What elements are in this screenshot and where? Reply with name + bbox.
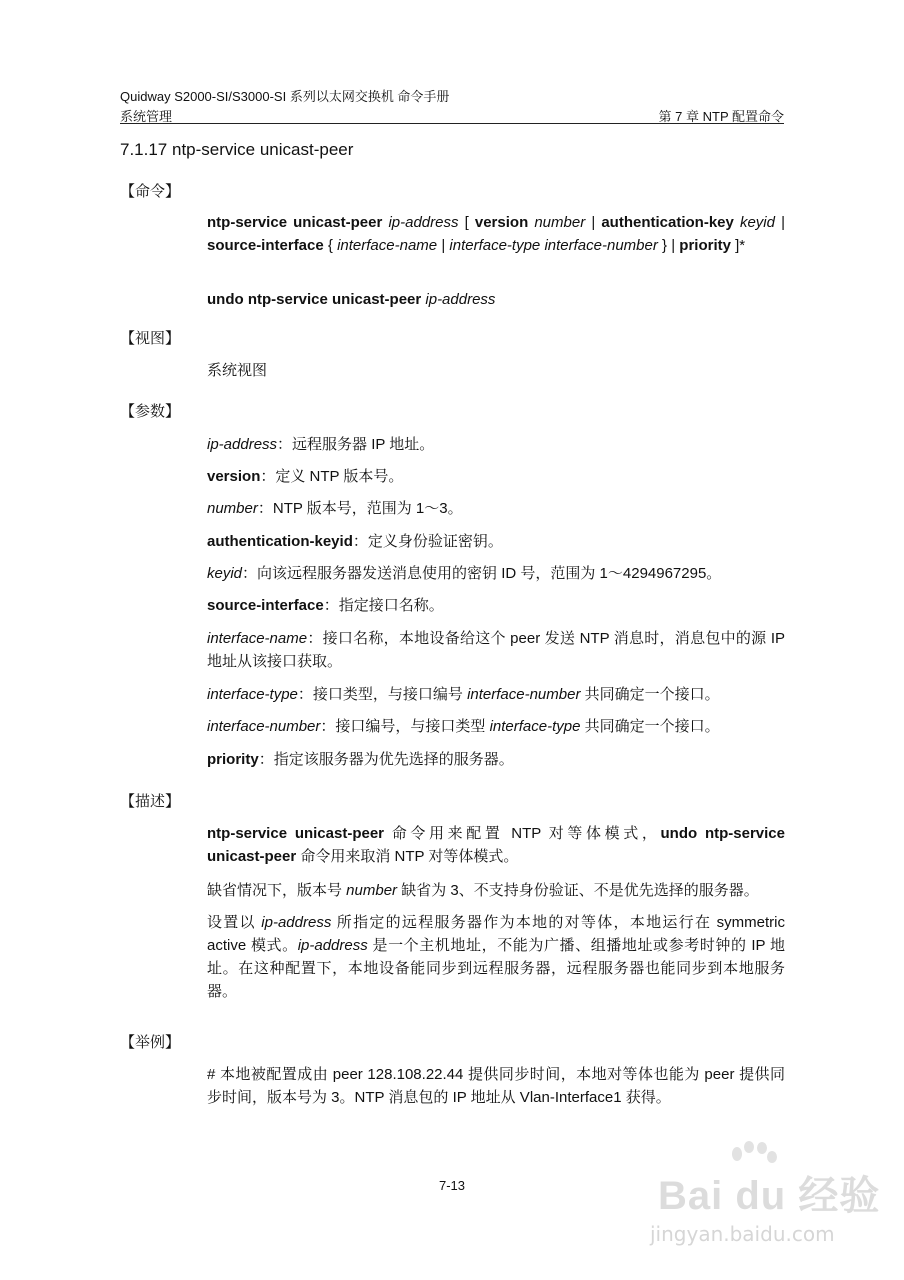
desc-text: 命令用来取消 NTP 对等体模式。 xyxy=(296,848,519,865)
page-number: 7-13 xyxy=(438,1178,466,1193)
desc-paragraph-2 xyxy=(207,879,785,902)
header-section: 系统管理 xyxy=(120,109,173,124)
section-title: 7.1.17 ntp-service unicast-peer xyxy=(120,140,354,159)
param-desc: 共同确定一个接口。 xyxy=(580,718,720,735)
desc-text: 命令用来配置 NTP 对等体模式， xyxy=(384,825,661,842)
param-priority xyxy=(207,748,785,771)
param-ref: interface-number xyxy=(467,686,581,703)
cmd-arg: ip-address xyxy=(388,214,459,231)
section-command-label: 【命令】 xyxy=(120,183,181,200)
param-version xyxy=(207,465,785,488)
param-name: authentication-keyid xyxy=(207,533,353,550)
command-syntax xyxy=(207,211,785,257)
cmd-brace: { xyxy=(327,237,333,254)
param-name: ip-address xyxy=(207,436,278,453)
undo-keyword: undo ntp-service unicast-peer xyxy=(207,291,422,308)
desc-arg: ip-address xyxy=(297,937,368,954)
cmd-pipe: | xyxy=(781,214,786,231)
desc-keyword: undo ntp-service unicast-peer xyxy=(207,825,785,865)
param-ip-address xyxy=(207,433,785,456)
param-name: priority xyxy=(207,751,259,768)
cmd-arg: keyid xyxy=(739,214,775,231)
example-text: # 本地被配置成由 peer 128.108.22.44 提供同步时间，本地对等体也能为 peer 提供同步时间，版本号为 3。NTP 消息包的 IP 地址从 Vlan-Interface1 获得。 xyxy=(207,1066,785,1106)
watermark-brand: Bai du 经验 xyxy=(658,1174,881,1218)
param-name: keyid xyxy=(207,565,243,582)
cmd-pipe: | xyxy=(671,237,676,254)
view-text: 系统视图 xyxy=(207,362,268,379)
desc-arg: ip-address xyxy=(261,914,332,931)
desc-text: 缺省为 3、不支持身份验证、不是优先选择的服务器。 xyxy=(397,882,759,899)
param-name: interface-number xyxy=(207,718,321,735)
param-desc: ：向该远程服务器发送消息使用的密钥 ID 号，范围为 1～4294967295。 xyxy=(242,565,722,582)
cmd-arg: interface-type xyxy=(449,237,541,254)
desc-paragraph-3 xyxy=(207,911,785,1003)
param-ref: interface-type xyxy=(489,718,581,735)
cmd-keyword: version xyxy=(474,214,529,231)
param-name: interface-name xyxy=(207,630,308,647)
cmd-keyword: priority xyxy=(679,237,731,254)
watermark-url: jingyan.baidu.com xyxy=(650,1222,835,1246)
param-name: version xyxy=(207,468,261,485)
param-number xyxy=(207,497,785,520)
cmd-pipe: | xyxy=(441,237,446,254)
cmd-arg: interface-name xyxy=(337,237,438,254)
cmd-arg: number xyxy=(534,214,586,231)
cmd-keyword: authentication-key xyxy=(601,214,734,231)
header-manual-title: Quidway S2000-SI/S3000-SI 系列以太网交换机 命令手册 xyxy=(120,89,450,104)
desc-text: 设置以 xyxy=(207,914,262,931)
param-interface-number xyxy=(207,715,785,738)
undo-command xyxy=(207,288,785,311)
param-desc: ：定义 NTP 版本号。 xyxy=(260,468,404,485)
section-desc-label: 【描述】 xyxy=(120,793,181,810)
cmd-bracket: ]* xyxy=(735,237,746,254)
header-rule xyxy=(120,123,784,124)
param-desc: ：远程服务器 IP 地址。 xyxy=(277,436,435,453)
cmd-arg: interface-number xyxy=(544,237,658,254)
param-name: number xyxy=(207,500,258,517)
param-authentication-keyid xyxy=(207,530,785,553)
param-interface-name xyxy=(207,627,785,673)
desc-text: 缺省情况下，版本号 xyxy=(207,882,347,899)
param-desc: ：接口编号，与接口类型 xyxy=(320,718,490,735)
section-params-label: 【参数】 xyxy=(120,403,181,420)
param-desc: ：定义身份验证密钥。 xyxy=(352,533,503,550)
param-desc: ：指定接口名称。 xyxy=(323,597,444,614)
param-name: interface-type xyxy=(207,686,298,703)
desc-arg: number xyxy=(346,882,398,899)
param-desc: ：指定该服务器为优先选择的服务器。 xyxy=(258,751,514,768)
param-keyid xyxy=(207,562,785,585)
header-chapter: 第 7 章 NTP 配置命令 xyxy=(658,109,784,124)
cmd-brace: } xyxy=(662,237,668,254)
param-interface-type xyxy=(207,683,785,706)
param-desc: 共同确定一个接口。 xyxy=(580,686,720,703)
desc-text: 所指定的远程服务器作为本地的对等体，本地运行在 symmetric active 模式。 xyxy=(207,914,785,954)
cmd-pipe: | xyxy=(591,214,596,231)
desc-keyword: ntp-service unicast-peer xyxy=(207,825,385,842)
desc-text: 是一个主机地址，不能为广播、组播地址或参考时钟的 IP 地址。在这种配置下，本地设备能同步到远程服务器，远程服务器也能同步到本地服务器。 xyxy=(207,937,785,1000)
desc-paragraph-1 xyxy=(207,822,785,868)
param-desc: ：接口名称，本地设备给这个 peer 发送 NTP 消息时，消息包中的源 IP 地址从该接口获取。 xyxy=(207,630,785,670)
cmd-bracket: [ xyxy=(464,214,469,231)
section-example-label: 【举例】 xyxy=(120,1034,181,1051)
cmd-keyword: ntp-service unicast-peer xyxy=(207,214,383,231)
section-view-label: 【视图】 xyxy=(120,330,181,347)
param-name: source-interface xyxy=(207,597,324,614)
param-desc: ：接口类型，与接口编号 xyxy=(297,686,468,703)
undo-arg: ip-address xyxy=(425,291,496,308)
cmd-keyword: source-interface xyxy=(207,237,324,254)
param-source-interface xyxy=(207,594,785,617)
param-desc: ：NTP 版本号，范围为 1～3。 xyxy=(257,500,463,517)
